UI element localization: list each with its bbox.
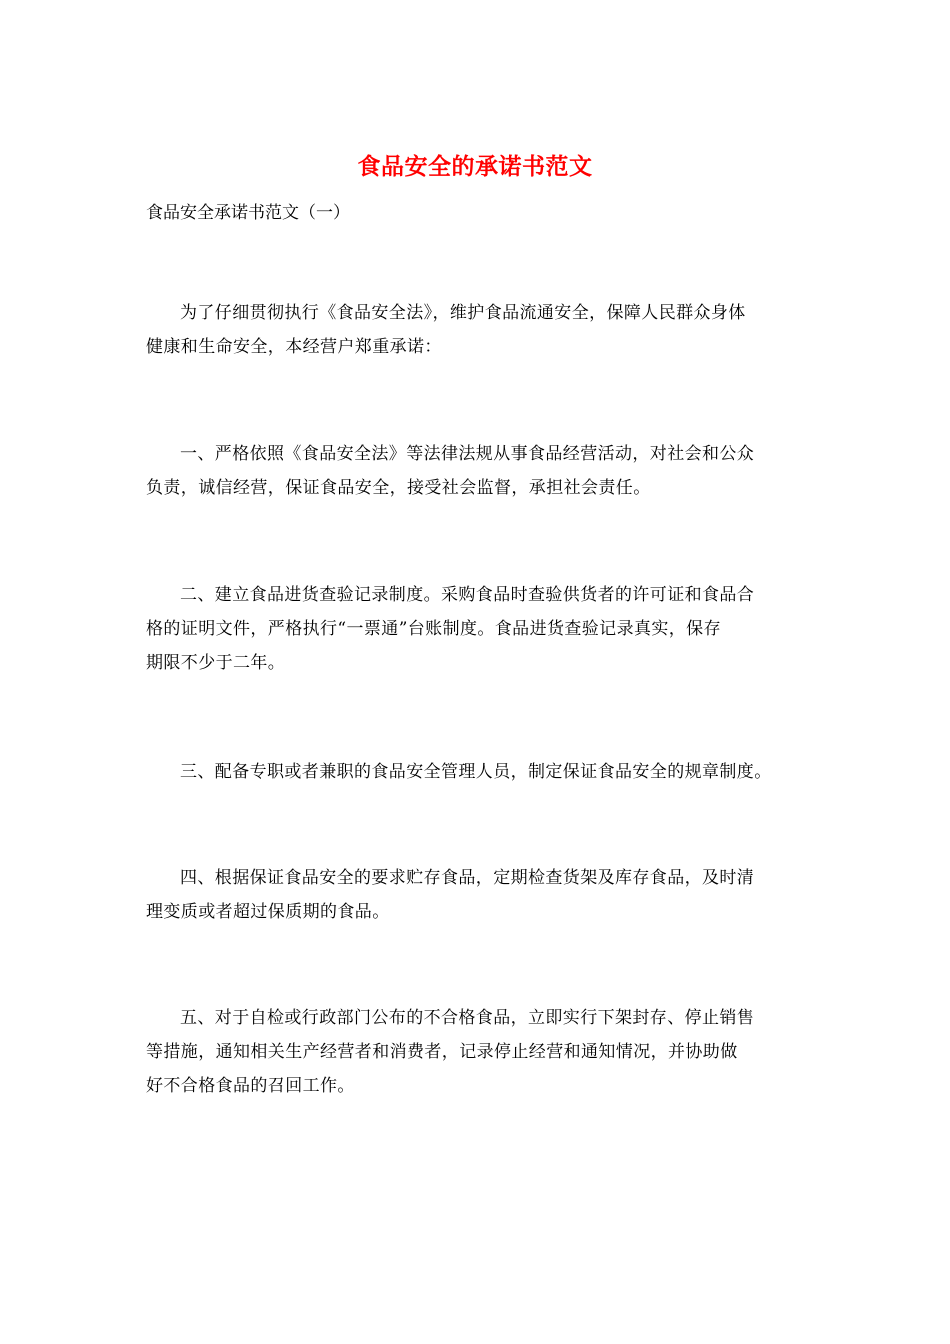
paragraph-line: 格的证明文件，严格执行“一票通”台账制度。食品进货查验记录真实，保存 — [146, 619, 721, 639]
paragraph-line: 理变质或者超过保质期的食品。 — [146, 902, 390, 922]
paragraph-line: 五、对于自检或行政部门公布的不合格食品，立即实行下架封存、停止销售 — [180, 1008, 755, 1028]
paragraph-item-3 — [146, 755, 826, 789]
paragraph-line: 好不合格食品的召回工作。 — [146, 1076, 355, 1096]
paragraph-line: 为了仔细贯彻执行《食品安全法》，维护食品流通安全，保障人民群众身体 — [180, 303, 746, 323]
paragraph-line: 一、严格依照《食品安全法》等法律法规从事食品经营活动，对社会和公众 — [180, 444, 755, 464]
document-title: 食品安全的承诺书范文 — [357, 153, 593, 180]
paragraph-item-5 — [146, 1001, 826, 1103]
paragraph-line: 二、建立食品进货查验记录制度。采购食品时查验供货者的许可证和食品合 — [180, 585, 755, 605]
paragraph-line: 等措施，通知相关生产经营者和消费者，记录停止经营和通知情况，并协助做 — [146, 1042, 738, 1062]
paragraph-item-2 — [146, 578, 826, 680]
paragraph-line: 健康和生命安全，本经营户郑重承诺： — [146, 337, 442, 357]
paragraph-line: 四、根据保证食品安全的要求贮存食品，定期检查货架及库存食品，及时清 — [180, 868, 755, 888]
document-subtitle: 食品安全承诺书范文（一） — [146, 203, 350, 223]
paragraph-line: 三、配备专职或者兼职的食品安全管理人员，制定保证食品安全的规章制度。 — [180, 762, 772, 782]
paragraph-intro — [146, 296, 826, 364]
paragraph-line: 期限不少于二年。 — [146, 653, 286, 673]
paragraph-item-1 — [146, 437, 826, 505]
paragraph-line: 负责，诚信经营，保证食品安全，接受社会监督，承担社会责任。 — [146, 478, 651, 498]
paragraph-item-4 — [146, 861, 826, 929]
